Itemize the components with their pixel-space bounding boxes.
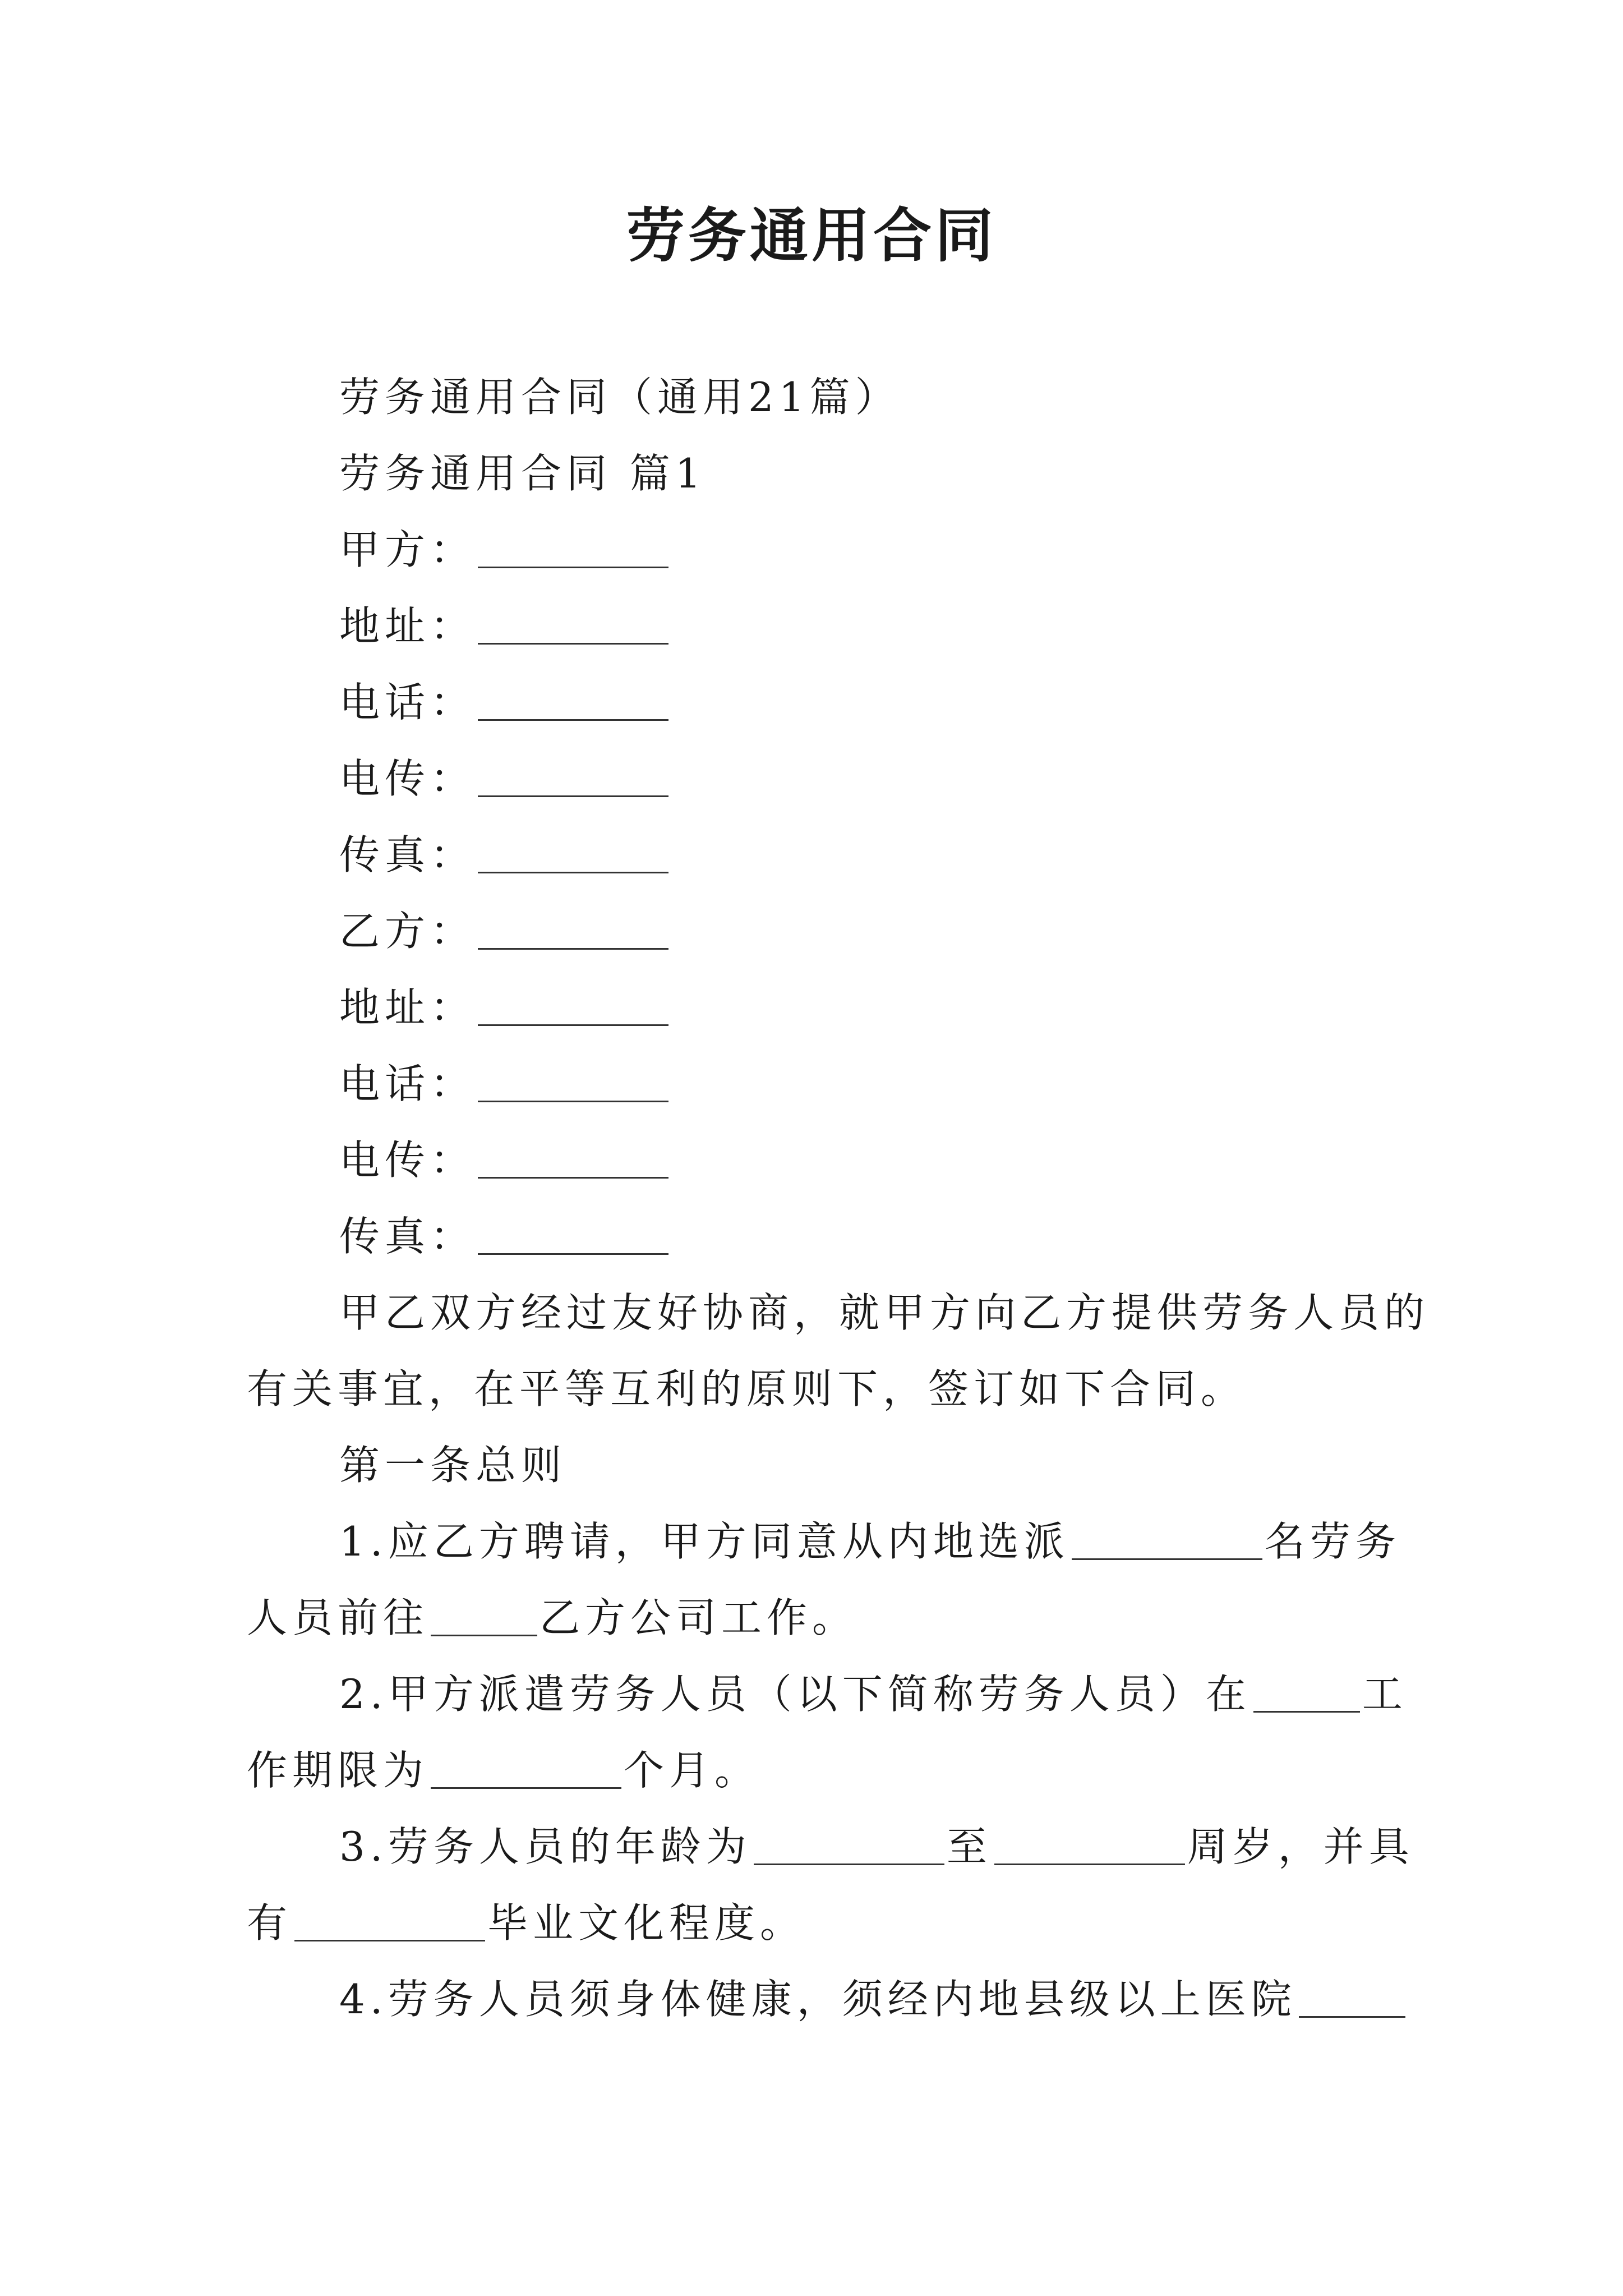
clause-2-text-b: 工 bbox=[1362, 1671, 1408, 1718]
party-b-address-label: 地址： bbox=[339, 984, 476, 1031]
party-b-fax-label: 传真： bbox=[339, 1213, 476, 1260]
party-a-address-label: 地址： bbox=[339, 602, 476, 650]
clause-1-text-a: 1.应乙方聘请，甲方同意从内地选派 bbox=[339, 1518, 1069, 1565]
clause-2-text-c: 作期限为 bbox=[247, 1747, 429, 1794]
party-b-name-blank bbox=[478, 908, 668, 950]
clause-2-line-2 bbox=[247, 1732, 760, 1809]
clause-3-education-blank bbox=[294, 1899, 485, 1941]
party-a-address-blank bbox=[478, 602, 668, 645]
party-a-fax-label: 传真： bbox=[339, 831, 476, 878]
clause-2-text-a: 2.甲方派遣劳务人员（以下简称劳务人员）在 bbox=[339, 1671, 1251, 1718]
clause-3-max-age-blank bbox=[994, 1823, 1185, 1865]
clause-2-months-blank bbox=[431, 1747, 621, 1789]
article-1-heading: 第一条总则 bbox=[339, 1442, 567, 1489]
party-b-address-blank bbox=[478, 984, 668, 1026]
clause-1-text-b: 名劳务 bbox=[1264, 1518, 1401, 1565]
clause-3-text-c: 周岁，并具 bbox=[1187, 1823, 1414, 1870]
party-a-name-blank bbox=[478, 526, 668, 568]
party-b-telex-label: 电传： bbox=[339, 1137, 476, 1184]
party-a-address-field bbox=[339, 588, 671, 664]
clause-3-text-e: 毕业文化程度。 bbox=[487, 1899, 806, 1947]
clause-3-line-1 bbox=[339, 1809, 1414, 1885]
party-b-telex-blank bbox=[478, 1137, 668, 1179]
clause-2-location-blank bbox=[1253, 1671, 1360, 1713]
party-b-fax-field bbox=[339, 1198, 671, 1274]
party-a-name-label: 甲方： bbox=[339, 526, 476, 573]
clause-3-text-b: 至 bbox=[946, 1823, 992, 1870]
clause-4-text-a: 4.劳务人员须身体健康，须经内地县级以上医院 bbox=[339, 1976, 1297, 2023]
party-a-phone-field bbox=[339, 664, 671, 740]
party-b-telex-field bbox=[339, 1122, 671, 1198]
clause-3-min-age-blank bbox=[754, 1823, 944, 1865]
clause-1-text-c: 人员前往 bbox=[247, 1594, 429, 1641]
preamble-line-1: 甲乙双方经过友好协商，就甲方向乙方提供劳务人员的 bbox=[339, 1289, 1430, 1336]
party-b-phone-field bbox=[339, 1046, 671, 1122]
party-a-name-field bbox=[339, 512, 671, 588]
party-a-telex-label: 电传： bbox=[339, 755, 476, 802]
document-title: 劳务通用合同 bbox=[626, 201, 997, 270]
party-a-fax-field bbox=[339, 817, 671, 893]
party-b-name-label: 乙方： bbox=[339, 908, 476, 955]
party-a-telex-blank bbox=[478, 755, 668, 797]
clause-4-hospital-blank bbox=[1299, 1976, 1405, 2018]
party-b-phone-label: 电话： bbox=[339, 1060, 476, 1107]
party-a-telex-field bbox=[339, 740, 671, 817]
clause-3-text-d: 有 bbox=[247, 1899, 293, 1947]
clause-4-line-1 bbox=[339, 1961, 1408, 2037]
clause-1-count-blank bbox=[1072, 1518, 1262, 1560]
subtitle: 劳务通用合同（通用21篇） bbox=[339, 374, 901, 421]
party-a-phone-label: 电话： bbox=[339, 679, 476, 726]
party-b-name-field bbox=[339, 893, 671, 969]
clause-3-line-2 bbox=[247, 1885, 805, 1961]
clause-1-line-1 bbox=[339, 1503, 1401, 1580]
clause-1-text-d: 乙方公司工作。 bbox=[540, 1594, 858, 1641]
preamble-line-2: 有关事宜，在平等互利的原则下，签订如下合同。 bbox=[247, 1365, 1247, 1412]
party-b-address-field bbox=[339, 969, 671, 1046]
clause-1-destination-blank bbox=[431, 1594, 537, 1636]
party-b-phone-blank bbox=[478, 1060, 668, 1102]
clause-2-text-d: 个月。 bbox=[624, 1747, 760, 1794]
clause-3-text-a: 3.劳务人员的年龄为 bbox=[339, 1823, 751, 1870]
party-a-phone-blank bbox=[478, 679, 668, 721]
party-a-fax-blank bbox=[478, 831, 668, 873]
clause-1-line-2 bbox=[247, 1580, 857, 1656]
party-b-fax-blank bbox=[478, 1213, 668, 1255]
clause-2-line-1 bbox=[339, 1656, 1408, 1732]
section-heading: 劳务通用合同 篇1 bbox=[339, 450, 706, 497]
